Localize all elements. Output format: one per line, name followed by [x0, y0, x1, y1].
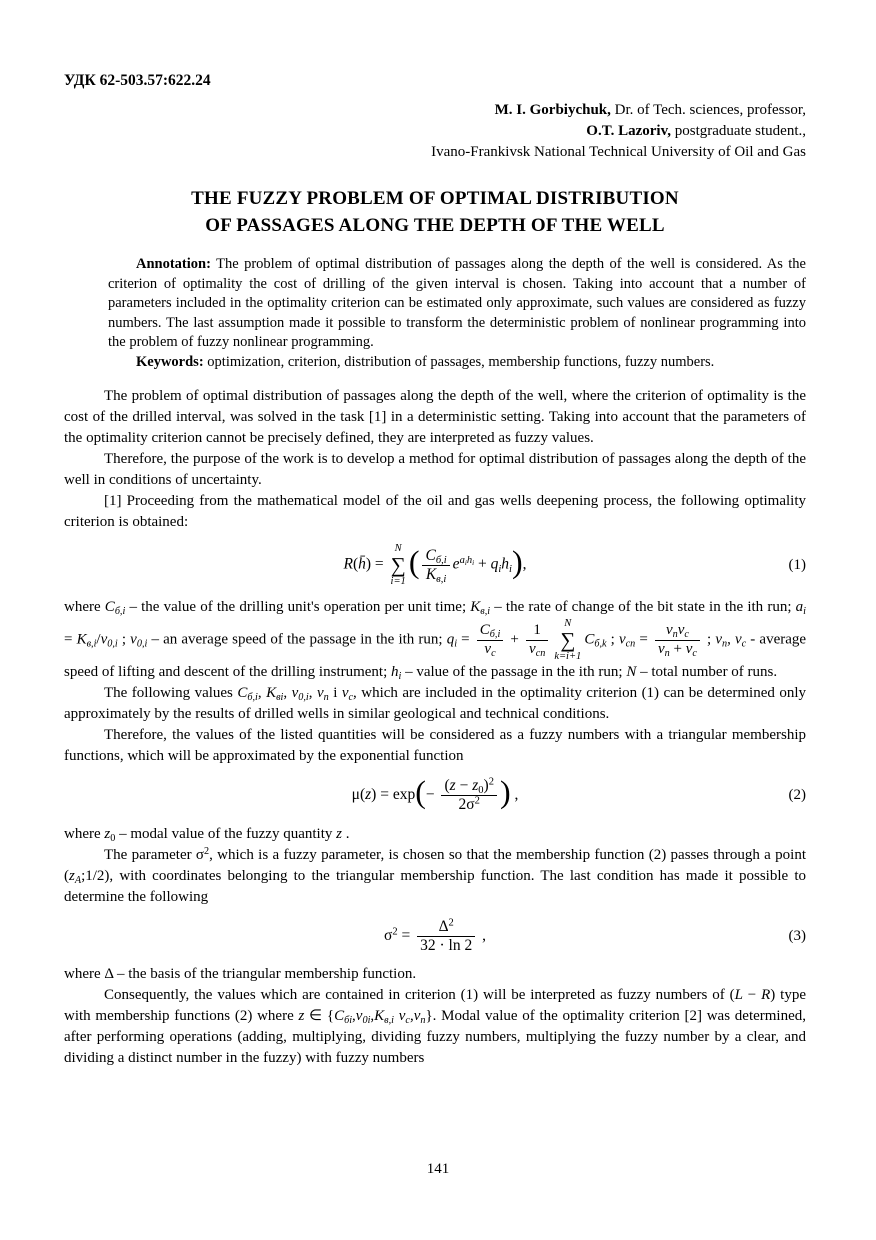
authors-block	[64, 100, 806, 163]
equation-2	[64, 773, 806, 814]
equation-3-body: $\sigma^2$ = $\frac{\Delta^2}{32 \cdot \ln 2}$ ,	[384, 917, 486, 954]
equation-2-number: (2)	[788, 787, 806, 803]
paragraph-10: Consequently, the values which are contained in criterion (1) will be interpreted as fuzzy numbers of (L − R) type with membership functions (2) where z ∈ {$C_{бi},v_{0i},K_{в,i}$ $v_c,v_n$}. Modal value of the optimality criterion [2] was determined, after performing operations (adding, multiplying, dividing fuzzy numbers, multiplying the fuzzy number by a clear, and dividing a distinct number in the fuzzy) with fuzzy numbers	[64, 987, 807, 1067]
paper-title-line1: THE FUZZY PROBLEM OF OPTIMAL DISTRIBUTION	[191, 188, 679, 209]
paragraph-8: The parameter $\sigma^2$, which is a fuzzy parameter, is chosen so that the membership function (2) passes through a point $(z_A;1/2)$, with coordinates belonging to the triangular membership function. The last condition has made it possible to determine the following	[64, 845, 806, 905]
paragraph-4: where $C_{б,i}$ – the value of the drilling unit's operation per unit time; $K_{в,i}$ – the rate of change of the bit state in the ith run; $a_i = K_{в,i}/v_{0,i}$ ; $v_{0,i}$ – an average speed of the passage in the ith run; $q_i$ = $\frac{C_{б,i}}{v_c}$ + $\frac{1}{v_{cn}}$ N ∑ k=i+1 $C_{б,k}$ ; $v_{cn}$ = $\frac{v_nv_c}{v_n + v_c}$ ; $v_n$, $v_c$ - average speed of lifting and descent of the drilling instrument; $h_i$ – value of the passage in the ith run; N – total number of runs.	[64, 599, 807, 683]
paragraph-1: The problem of optimal distribution of passages along the depth of the well, where the criterion of optimality is the cost of the drilled interval, was solved in the task [1] in a deterministic setting. Taking into account that the parameters of the optimality criterion cannot be precisely defined, they are interpreted as fuzzy values.	[64, 388, 806, 446]
affiliation-line: Ivano-Frankivsk National Technical University of Oil and Gas	[431, 144, 806, 160]
udk-number: УДК 62-503.57:622.24	[64, 72, 211, 89]
paper-title	[64, 185, 806, 239]
equation-1-body: R(h̄) = N ∑ i=1 ( $\frac{C_{б,i}}{K_{в,i}}$ $e^{a_ih_i} + q_ih_i$),	[343, 543, 527, 587]
paragraph-6: Therefore, the values of the listed quantities will be considered as a fuzzy numbers with a triangular membership functions, which will be approximated by the exponential function	[64, 727, 806, 765]
paragraph-2: Therefore, the purpose of the work is to develop a method for optimal distribution of passages along the depth of the well in conditions of uncertainty.	[64, 451, 806, 488]
paragraph-7: where $z_0$ – modal value of the fuzzy quantity z .	[64, 825, 350, 844]
abstract-block	[108, 255, 806, 372]
page-number: 141	[426, 1161, 450, 1177]
paragraph-9: where Δ – the basis of the triangular membership function.	[64, 966, 417, 983]
keywords-paragraph: Keywords: optimization, criterion, distribution of passages, membership functions, fuzzy numbers.	[136, 353, 715, 370]
author-line-1: M. I. Gorbiychuk, Dr. of Tech. sciences, professor,	[494, 102, 806, 118]
equation-1-number: (1)	[788, 556, 806, 573]
annotation-paragraph: Annotation: The problem of optimal distribution of passages along the depth of the well is considered. As the criterion of optimality the cost of drilling of the given interval is chosen. Taking into account that a number of parameters included in the optimality criterion can be estimated only approximate, such values are considered as fuzzy numbers. The last assumption made it possible to transform the deterministic problem of nonlinear programming into the problem of fuzzy nonlinear programming.	[108, 256, 806, 350]
equation-3	[64, 918, 806, 955]
equation-3-number: (3)	[788, 927, 806, 944]
equation-1	[64, 543, 806, 587]
paragraph-5: The following values $C_{б,i}$, $K_{вi}$, $v_{0,i}$, $v_n$ i $v_c$, which are included in the optimality criterion (1) can be determined only approximately by the results of drilled wells in similar geological and technical conditions.	[64, 685, 807, 723]
paragraph-3: [1] Proceeding from the mathematical model of the oil and gas wells deepening process, the following optimality criterion is obtained:	[64, 493, 806, 530]
paper-title-line2: OF PASSAGES ALONG THE DEPTH OF THE WELL	[205, 215, 665, 236]
body-text	[64, 386, 806, 1069]
author-line-2: O.T. Lazoriv, postgraduate student.,	[586, 123, 806, 139]
equation-2-body: μ(z) = exp(− $\frac{(z - z_0)^2}{2\sigma^2}$ ) ,	[351, 773, 519, 813]
